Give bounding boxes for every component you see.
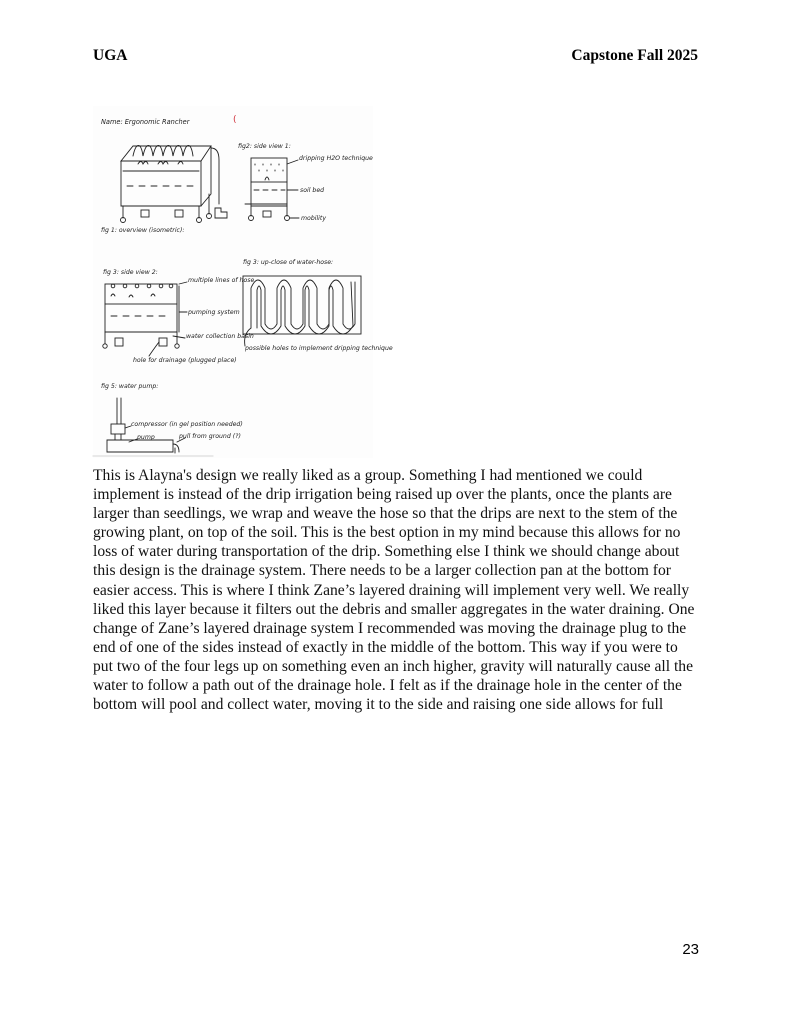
red-mark: ( — [233, 115, 237, 125]
fig2-label-dripping: dripping H2O technique — [299, 155, 373, 162]
fig2-label-soil-bed: soil bed — [300, 187, 325, 194]
paragraph-line: easier access. This is where I think Zane’s layered draining will implement very well. We really — [93, 581, 690, 599]
paragraph-line: This is Alayna's design we really liked as a group. Something I had mentioned we could — [93, 467, 643, 484]
fig3-caption: fig 3: side view 2: — [103, 269, 158, 276]
paragraph-line: water to follow a path out of the drainage hole. I felt as if the drainage hole in the center of the — [93, 677, 682, 695]
fig2-side-view-sketch — [238, 143, 373, 222]
header-right: Capstone Fall 2025 — [571, 47, 698, 64]
fig3-label-basin: water collection basin — [186, 333, 254, 340]
fig4-caption: fig 3: up-close of water-hose: — [243, 259, 334, 266]
paragraph-line: loss of water during transportation of the drip. Something else I think we should change about — [93, 543, 680, 561]
fig3-side-view-sketch — [103, 269, 255, 364]
paragraph-line: change of Zane’s layered drainage system I recommended was moving the drainage plug to the — [93, 619, 687, 637]
paragraph-line: liked this layer because it filters out the debris and smaller aggregates in the water draining. One — [93, 600, 695, 618]
fig4-label: possible holes to implement dripping technique — [245, 345, 393, 352]
body-paragraph — [93, 466, 705, 714]
page-number: 23 — [682, 941, 699, 958]
paragraph-line: end of one of the sides instead of exactly in the middle of the bottom. This way if you were to — [93, 638, 678, 656]
fig5-label-compressor: compressor (in gel position needed) — [131, 421, 243, 428]
sketch-name-label: Name: Ergonomic Rancher — [101, 118, 190, 126]
fig4-hose-closeup-sketch — [243, 258, 393, 352]
paragraph-line: implement is instead of the drip irrigation being raised up over the plants, once the plants are — [93, 486, 672, 504]
fig5-caption: fig 5: water pump: — [101, 383, 159, 390]
paragraph-line: put two of the four legs up on something even an inch higher, gravity will naturally cause all the — [93, 657, 694, 675]
paragraph-line: larger than seedlings, we wrap and weave the hose so that the drips are next to the stem of the — [93, 505, 678, 523]
fig5-label-pull: pull from ground (?) — [179, 433, 241, 440]
paragraph-line: growing plant, on top of the soil. This is the best option in my mind because this allows for no — [93, 524, 681, 542]
fig3-label-hose: multiple lines of hose — [188, 277, 255, 284]
design-sketch-image — [93, 106, 393, 458]
fig2-caption: fig2: side view 1: — [238, 143, 291, 150]
fig5-water-pump-sketch — [93, 382, 243, 456]
fig1-caption: fig 1: overview (isometric): — [101, 227, 185, 234]
fig3-label-pumping: pumping system — [188, 309, 240, 316]
fig2-label-mobility: mobility — [301, 215, 326, 222]
fig3-label-drainage: hole for drainage (plugged place) — [133, 357, 237, 364]
fig1-isometric-sketch — [101, 146, 227, 235]
paragraph-line: this design is the drainage system. There needs to be a larger collection pan at the bottom for — [93, 562, 671, 580]
fig5-label-pump: pump — [137, 434, 155, 441]
header-left: UGA — [93, 47, 128, 64]
paragraph-line: bottom will pool and collect water, moving it to the side and raising one side allows for full — [93, 696, 664, 714]
